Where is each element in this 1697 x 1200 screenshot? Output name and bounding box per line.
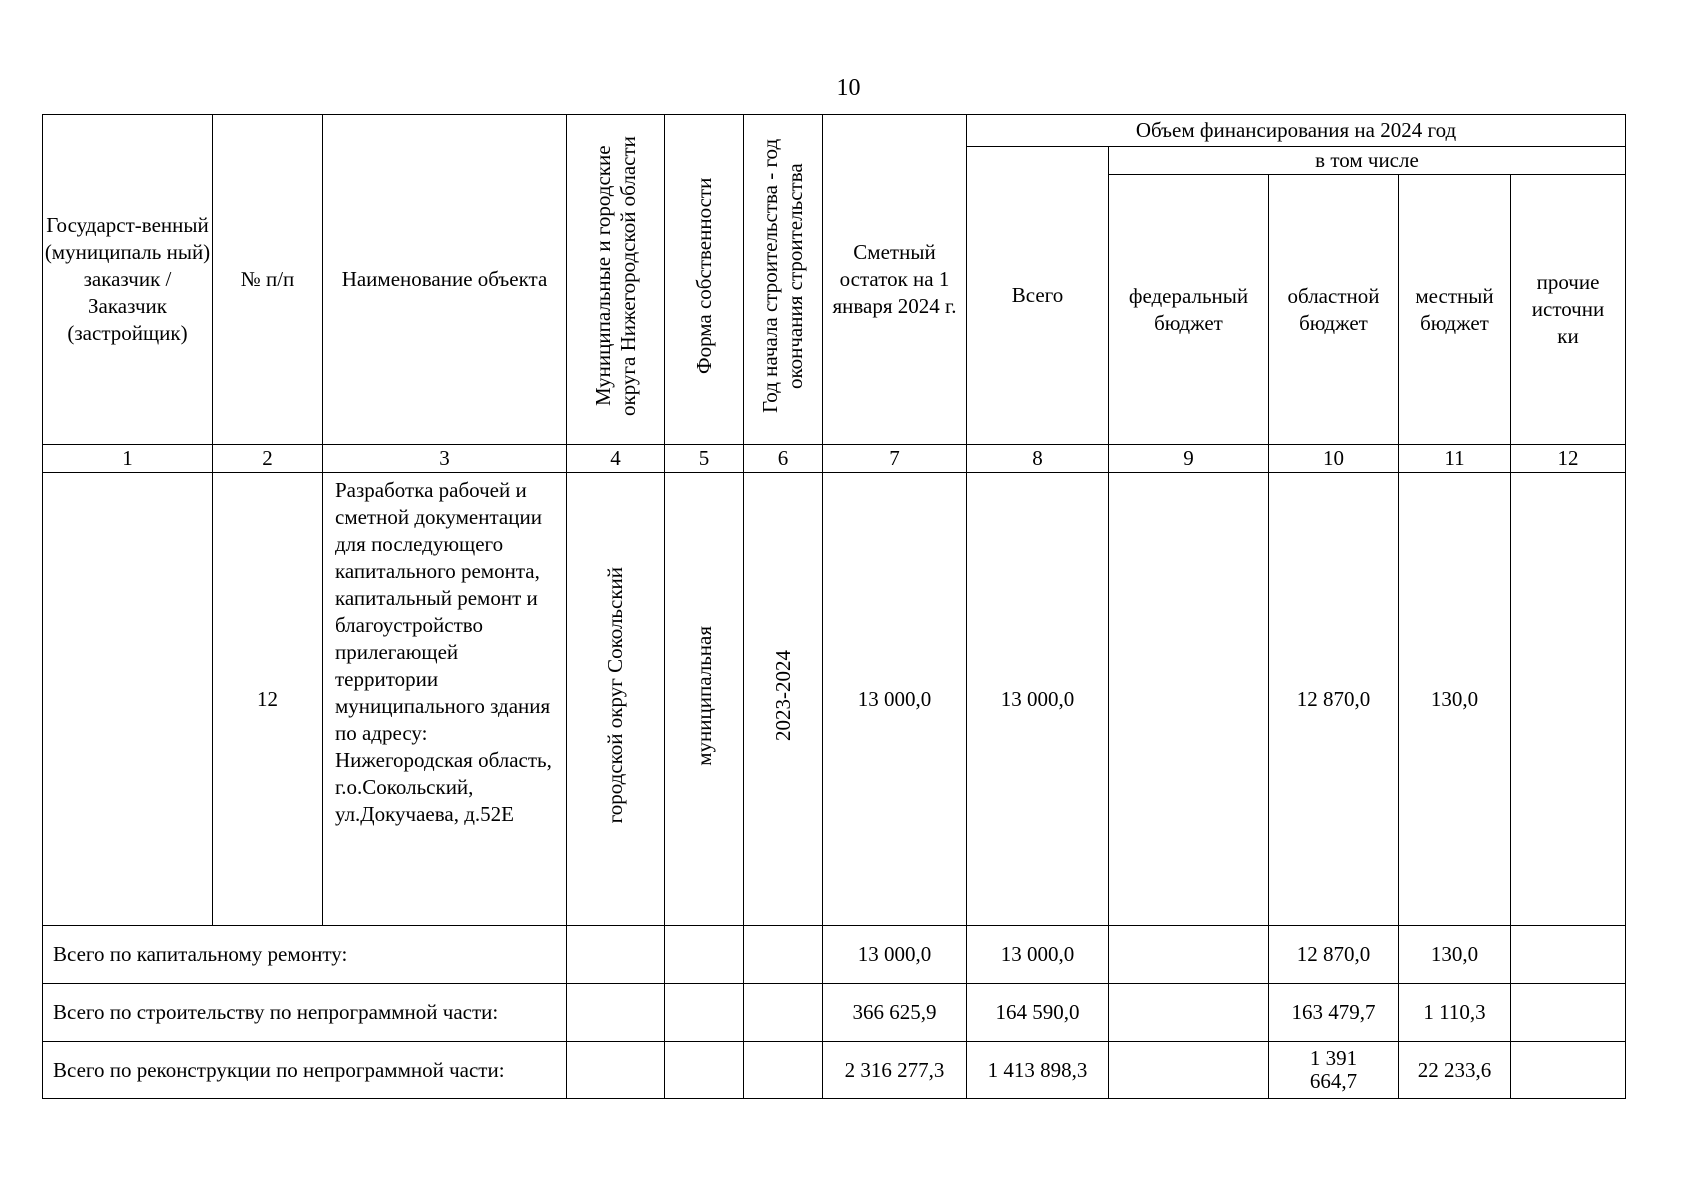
header-number: № п/п (213, 115, 323, 445)
cell-regional: 12 870,0 (1269, 473, 1399, 926)
cell-customer (43, 473, 213, 926)
total-sum: 164 590,0 (967, 984, 1109, 1042)
page-number: 10 (836, 75, 861, 101)
total-other (1511, 984, 1626, 1042)
empty-cell (665, 1042, 744, 1099)
header-ownership: Форма собственности (665, 115, 744, 445)
header-total: Всего (967, 147, 1109, 445)
cell-district: городской округ Сокольский (567, 473, 665, 926)
cell-ownership: муниципальная (665, 473, 744, 926)
cell-other (1511, 473, 1626, 926)
total-remainder: 2 316 277,3 (823, 1042, 967, 1099)
cell-remainder: 13 000,0 (823, 473, 967, 926)
total-row (43, 926, 1626, 984)
total-local: 130,0 (1399, 926, 1511, 984)
total-sum: 13 000,0 (967, 926, 1109, 984)
total-other (1511, 926, 1626, 984)
total-row (43, 984, 1626, 1042)
total-local: 22 233,6 (1399, 1042, 1511, 1099)
total-sum: 1 413 898,3 (967, 1042, 1109, 1099)
header-object-name: Наименование объекта (323, 115, 567, 445)
financing-table (42, 114, 1626, 1099)
header-federal: федеральный бюджет (1109, 175, 1269, 445)
cell-years: 2023-2024 (744, 473, 823, 926)
col-number: 4 (567, 445, 665, 473)
total-remainder: 13 000,0 (823, 926, 967, 984)
col-number: 7 (823, 445, 967, 473)
cell-object-name: Разработка рабочей и сметной документации для последующего капитального ремонта, капитальный ремонт и благоустройство прилегающей территории муниципального здания по адресу: Нижегородская область, г.о.Сокольский, ул.Докучаева, д.52Е (323, 473, 567, 926)
header-local: местный бюджет (1399, 175, 1511, 445)
total-federal (1109, 1042, 1269, 1099)
total-label: Всего по реконструкции по непрограммной части: (43, 1042, 567, 1099)
total-remainder: 366 625,9 (823, 984, 967, 1042)
empty-cell (744, 926, 823, 984)
header-other: прочие источни ки (1511, 175, 1626, 445)
header-districts: Муниципальные и городские округа Нижегородской области (567, 115, 665, 445)
header-years: Год начала строительства - год окончания строительства (744, 115, 823, 445)
total-label: Всего по капитальному ремонту: (43, 926, 567, 984)
header-regional: областной бюджет (1269, 175, 1399, 445)
total-row (43, 1042, 1626, 1099)
cell-number: 12 (213, 473, 323, 926)
cell-local: 130,0 (1399, 473, 1511, 926)
empty-cell (567, 1042, 665, 1099)
total-regional: 12 870,0 (1269, 926, 1399, 984)
header-customer: Государст-венный (муниципаль ный) заказчик / Заказчик (застройщик) (43, 115, 213, 445)
empty-cell (744, 984, 823, 1042)
total-local: 1 110,3 (1399, 984, 1511, 1042)
empty-cell (665, 984, 744, 1042)
col-number: 12 (1511, 445, 1626, 473)
empty-cell (665, 926, 744, 984)
col-number: 3 (323, 445, 567, 473)
total-federal (1109, 984, 1269, 1042)
cell-total: 13 000,0 (967, 473, 1109, 926)
col-number: 10 (1269, 445, 1399, 473)
total-regional: 1 391 664,7 (1269, 1042, 1399, 1099)
header-financing-group: Объем финансирования на 2024 год (967, 115, 1626, 147)
empty-cell (567, 926, 665, 984)
col-number: 1 (43, 445, 213, 473)
total-regional: 163 479,7 (1269, 984, 1399, 1042)
col-number: 6 (744, 445, 823, 473)
column-numbers-row (43, 445, 1626, 473)
total-label: Всего по строительству по непрограммной части: (43, 984, 567, 1042)
cell-federal (1109, 473, 1269, 926)
col-number: 5 (665, 445, 744, 473)
col-number: 9 (1109, 445, 1269, 473)
empty-cell (567, 984, 665, 1042)
col-number: 2 (213, 445, 323, 473)
total-federal (1109, 926, 1269, 984)
col-number: 11 (1399, 445, 1511, 473)
table-row (43, 473, 1626, 926)
total-other (1511, 1042, 1626, 1099)
header-remainder: Сметный остаток на 1 января 2024 г. (823, 115, 967, 445)
header-including: в том числе (1109, 147, 1626, 175)
col-number: 8 (967, 445, 1109, 473)
empty-cell (744, 1042, 823, 1099)
